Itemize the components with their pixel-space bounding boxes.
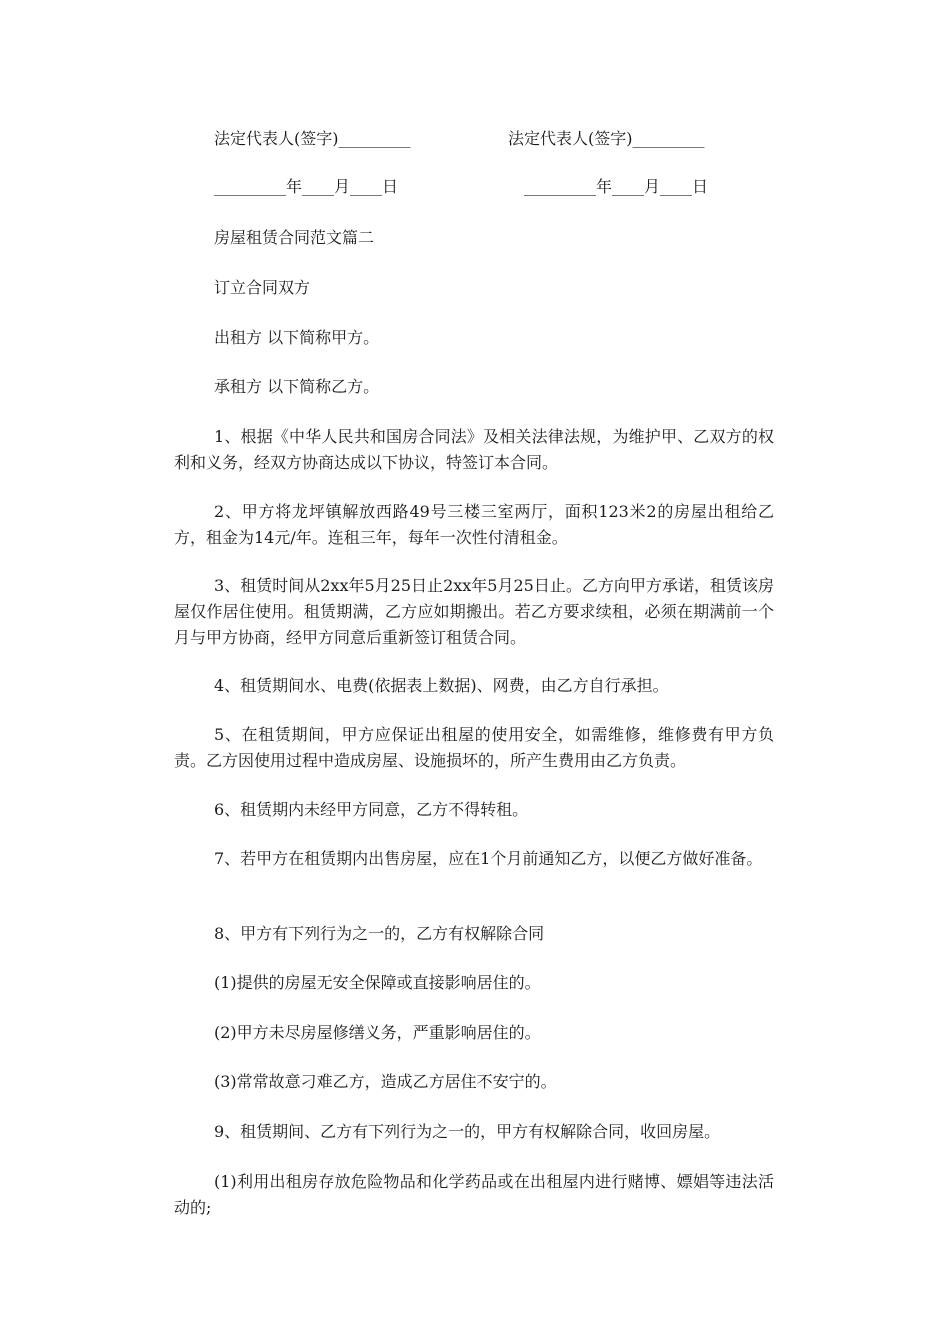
clause-3: 3、租赁时间从2xx年5月25日止2xx年5月25日止。乙方向甲方承诺，租赁该房屋仅作居住使用。租赁期满，乙方应如期搬出。若乙方要求续租，必须在期满前一个月与甲方协商，经甲方同意后重新签订租赁合同。 — [174, 576, 774, 647]
left-representative-signature: 法定代表人(签字)_________ — [214, 129, 411, 148]
clause-1: 1、根据《中华人民共和国房合同法》及相关法律法规，为维护甲、乙双方的权利和义务，经双方协商达成以下协议，特签订本合同。 — [174, 427, 774, 472]
clause-8-item-3: (3)常常故意刁难乙方，造成乙方居住不安宁的。 — [214, 1072, 557, 1091]
clause-8-item-1: (1)提供的房屋无安全保障或直接影响居住的。 — [214, 973, 541, 992]
clause-8: 8、甲方有下列行为之一的，乙方有权解除合同 — [214, 924, 545, 943]
section-heading: 房屋租赁合同范文篇二 — [214, 228, 375, 247]
clause-9: 9、租赁期间、乙方有下列行为之一的，甲方有权解除合同，收回房屋。 — [214, 1122, 721, 1141]
right-representative-signature: 法定代表人(签字)_________ — [508, 129, 705, 148]
clause-2: 2、甲方将龙坪镇解放西路49号三楼三室两厅，面积123米2的房屋出租给乙方，租金为14元/年。连租三年，每年一次性付清租金。 — [174, 502, 774, 547]
clause-4: 4、租赁期间水、电费(依据表上数据)、网费，由乙方自行承担。 — [214, 676, 669, 695]
clause-6: 6、租赁期内未经甲方同意，乙方不得转租。 — [214, 800, 529, 819]
clause-9-item-1: (1)利用出租房存放危险物品和化学药品或在出租屋内进行赌博、嫖娼等违法活动的; — [174, 1172, 774, 1217]
clause-8-item-2: (2)甲方未尽房屋修缮义务，严重影响居住的。 — [214, 1023, 541, 1042]
clause-5: 5、在租赁期间，甲方应保证出租屋的使用安全，如需维修，维修费有甲方负责。乙方因使用过程中造成房屋、设施损坏的，所产生费用由乙方负责。 — [174, 725, 774, 770]
left-signature-date: _________年____月____日 — [214, 177, 399, 196]
clause-7: 7、若甲方在租赁期内出售房屋，应在1个月前通知乙方，以便乙方做好准备。 — [214, 849, 763, 868]
lessor-line: 出租方 以下简称甲方。 — [214, 328, 380, 347]
parties-intro: 订立合同双方 — [214, 278, 311, 297]
right-signature-date: _________年____月____日 — [524, 177, 709, 196]
lessee-line: 承租方 以下简称乙方。 — [214, 377, 380, 396]
